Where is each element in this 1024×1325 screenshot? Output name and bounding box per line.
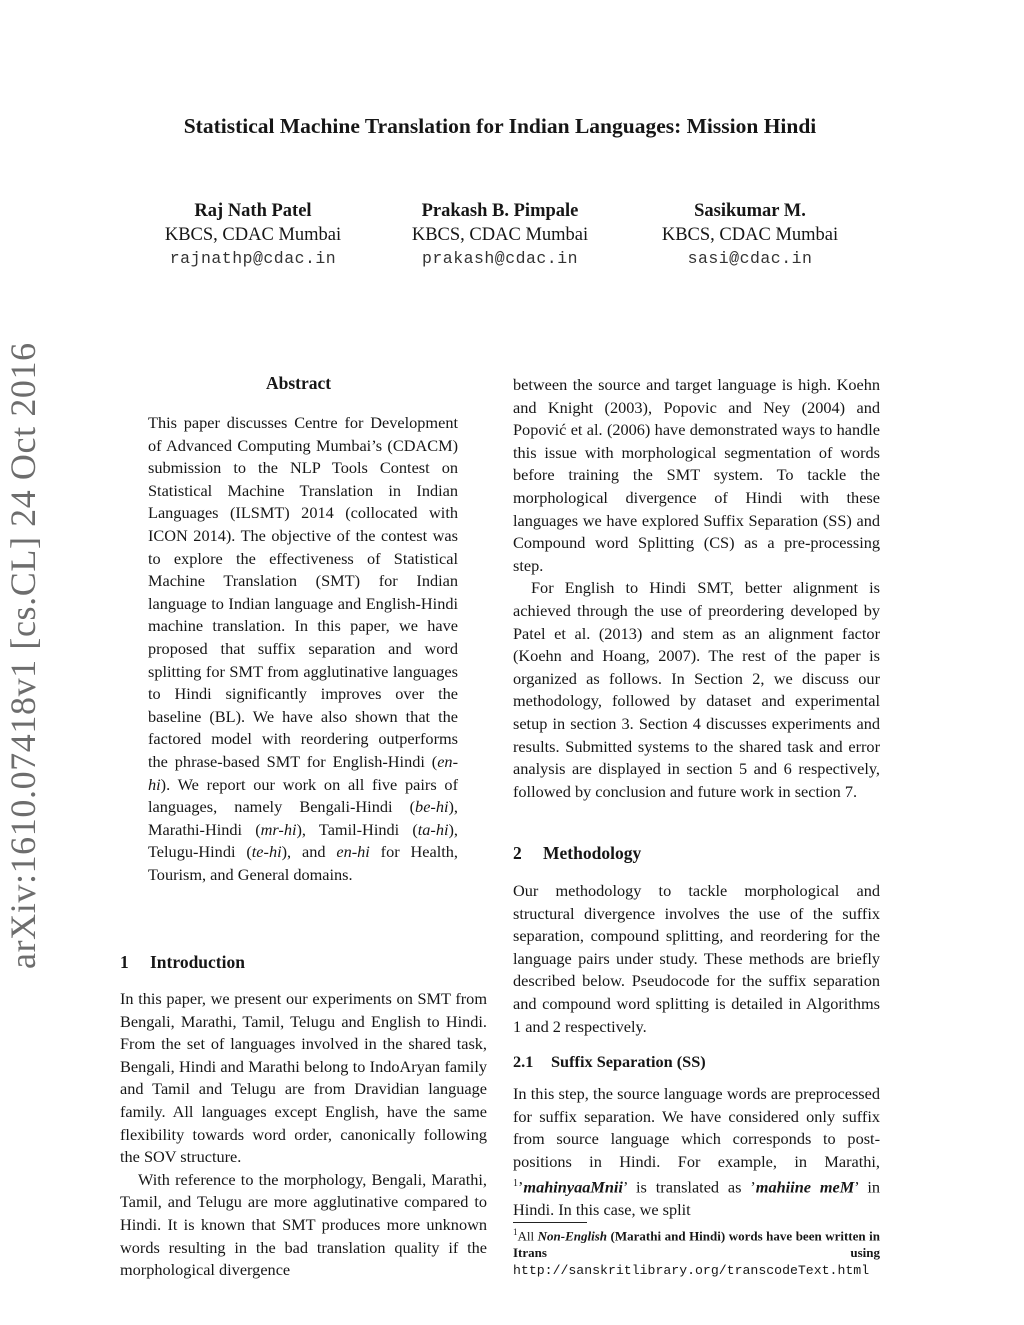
author-affiliation: KBCS, CDAC Mumbai — [661, 225, 839, 245]
author-2 — [370, 199, 630, 271]
abstract-text: This paper discusses Centre for Development of Advanced Computing Mumbai’s (CDACM) submission to the NLP Tools Contest on Statistical Machine Translation in Indian Languages (ILSMT) 2014 (collocated with ICON 2014). The objective of the contest was to explore the effectiveness of Statistical Machine Translation (SMT) for Indian language to Indian language and English-Hindi machine translation. In this paper, we have proposed that suffix separation and word splitting for SMT from agglutinative languages to Hindi significantly improves over the baseline (BL). We have also shown that the factored model with reordering outperforms the phrase-based SMT for English-Hindi (en-hi). We report our work on all five pairs of languages, namely Bengali-Hindi (be-hi), Marathi-Hindi (mr-hi), Tamil-Hindi (ta-hi), Telugu-Hindi (te-hi), and en-hi for Health, Tourism, and General domains. — [148, 413, 458, 884]
author-1 — [123, 199, 383, 271]
arxiv-identifier: arXiv:1610.07418v1 [cs.CL] 24 Oct 2016 — [3, 342, 43, 969]
methodology-text — [513, 880, 880, 1038]
section-heading-introduction: 1 Introduction — [120, 952, 245, 972]
subsection-heading-suffix-separation: 2.1 Suffix Separation (SS) — [513, 1052, 706, 1071]
author-3 — [620, 199, 880, 271]
paragraph: Our methodology to tackle morphological and structural divergence involves the use of the suffix separation, compound splitting, and reordering for the language pairs under study. These methods are briefly described below. Pseudocode for the suffix separation and compound word splitting is detailed in Algorithms 1 and 2 respectively. — [513, 881, 880, 1036]
section-heading-methodology: 2 Methodology — [513, 843, 642, 863]
paragraph: For English to Hindi SMT, better alignment is achieved through the use of preordering developed by Patel et al. (2013) and stem as an alignment factor (Koehn and Hoang, 2007). The rest of the paper is organized as follows. In Section 2, we discuss our methodology, followed by dataset and experimental setup in section 3. Section 4 discusses experiments and results. Submitted systems to the shared task and error analysis are displayed in section 5 and 6 respectively, followed by conclusion and future work in section 7. — [513, 578, 880, 801]
author-email: prakash@cdac.in — [421, 249, 579, 268]
paper-title: Statistical Machine Translation for Indian Languages: Mission Hindi — [183, 114, 817, 138]
author-affiliation: KBCS, CDAC Mumbai — [411, 225, 589, 245]
footnote-reference: 1 — [513, 1178, 518, 1190]
paragraph: With reference to the morphology, Bengali, Marathi, Tamil, and Telugu are more agglutinative compared to Hindi. It is known that SMT produces more unknown words resulting in the bad translation quality if the morphological divergence — [120, 1169, 487, 1280]
author-name: Sasikumar M. — [694, 201, 806, 221]
author-email: rajnathp@cdac.in — [169, 249, 337, 268]
introduction-column-right — [513, 374, 880, 803]
abstract-heading: Abstract — [266, 373, 332, 393]
author-name: Raj Nath Patel — [194, 201, 312, 221]
footnote-url[interactable]: http://sanskritlibrary.org/transcodeText.html — [513, 1263, 870, 1279]
paragraph: In this paper, we present our experiments on SMT from Bengali, Marathi, Tamil, Telugu and English to Hindi. From the set of languages involved in the shared task, Bengali, Hindi and Marathi belong to IndoAryan family and Tamil and Telugu are from Dravidian language family. All languages except English, have the same flexibility towards word order, canonically following the SOV structure. — [120, 989, 487, 1167]
author-affiliation: KBCS, CDAC Mumbai — [164, 225, 342, 245]
suffix-separation-text: In this step, the source language words are preprocessed for suffix separation. We have considered only suffix from source language which corresponds to post-positions in Hindi. For example, in Marathi, $^1$’mahinyaaMnii’ is translated as ’mahiine meM’ in Hindi. In this case, we split — [513, 1084, 880, 1220]
footnote-divider — [513, 1222, 587, 1223]
footnote: $^1$All Non-English (Marathi and Hindi) words have been written in Itrans using http://sanskritlibrary.org/transcodeText.html — [513, 1227, 880, 1279]
author-email: sasi@cdac.in — [687, 249, 813, 268]
introduction-column-left — [120, 988, 487, 1282]
paragraph: between the source and target language is high. Koehn and Knight (2003), Popovic and Ney (2004) and Popović et al. (2006) have demonstrated ways to handle this issue with morphological segmentation of words before training the SMT system. To tackle the morphological divergence of Hindi with these languages we have explored Suffix Separation (SS) and Compound word Splitting (CS) as a pre-processing step. — [513, 375, 880, 575]
author-name: Prakash B. Pimpale — [421, 201, 579, 221]
